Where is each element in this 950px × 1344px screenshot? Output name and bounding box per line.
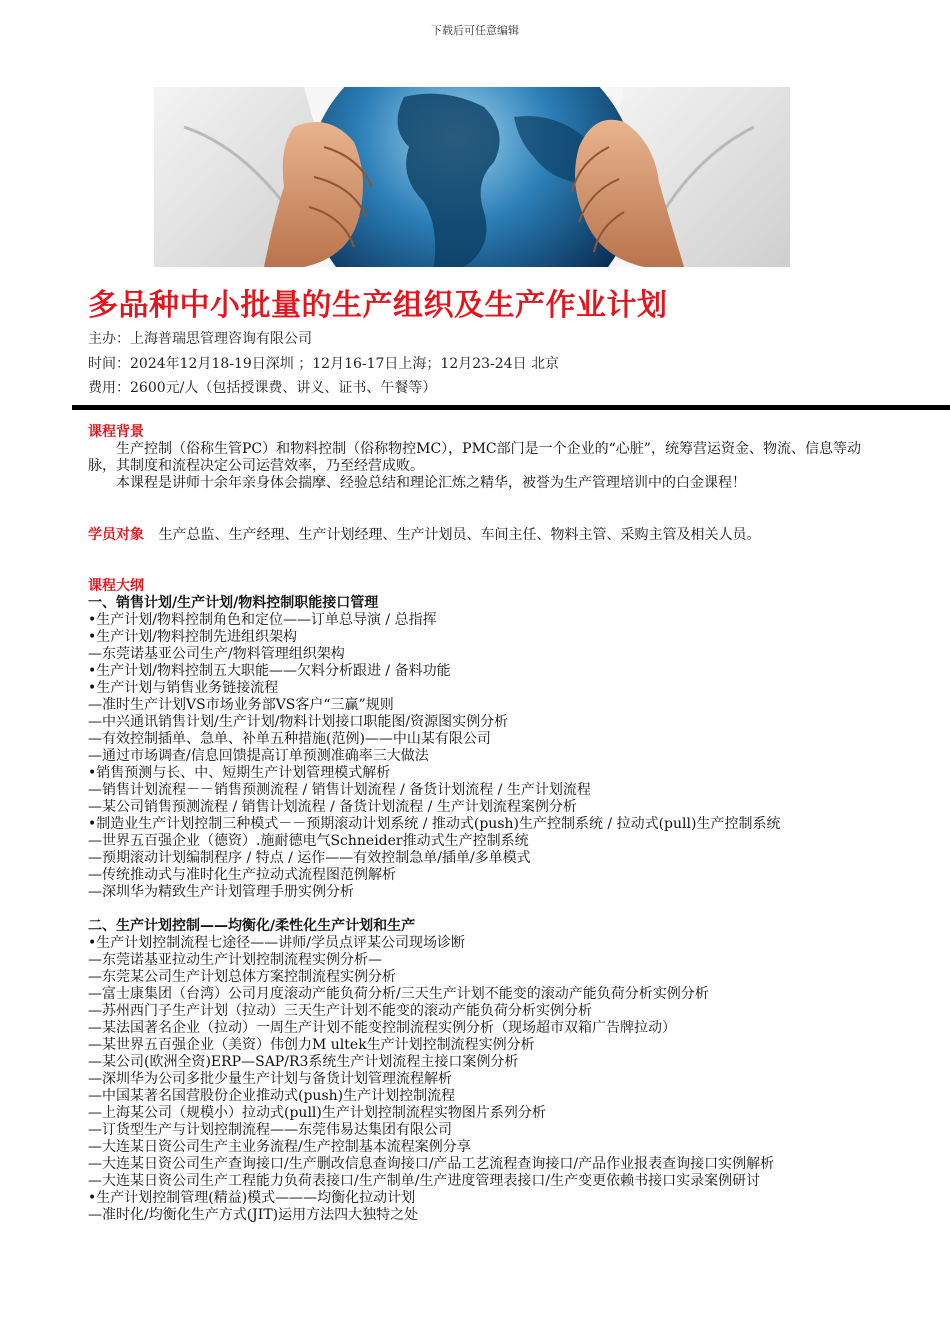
fee-line: 费用：2600元/人（包括授课费、讲义、证书、午餐等） bbox=[88, 380, 437, 396]
page-title: 多品种中小批量的生产组织及生产作业计划 bbox=[88, 288, 668, 323]
outline-section2-list bbox=[88, 935, 883, 1224]
outline-section2-heading: 二、生产计划控制——均衡化/柔性化生产计划和生产 bbox=[88, 918, 416, 934]
background-section bbox=[88, 424, 883, 492]
outline-section bbox=[88, 578, 883, 1224]
list-item: —准时生产计划VS市场业务部VS客户“三赢”规则 bbox=[88, 697, 394, 713]
list-item: —订货型生产与计划控制流程——东莞伟易达集团有限公司 bbox=[88, 1122, 452, 1138]
list-item: —苏州西门子生产计划（拉动）三天生产计划不能变的滚动产能负荷分析实例分析 bbox=[88, 1003, 592, 1019]
list-item: •生产计划/物料控制先进组织架构 bbox=[88, 629, 297, 645]
outline-label: 课程大纲 bbox=[88, 578, 144, 594]
list-item: —中兴通讯销售计划/生产计划/物料计划接口职能图/资源图实例分析 bbox=[88, 714, 509, 730]
list-item: —某世界五百强企业（美资）伟创力M ultek生产计划控制流程实例分析 bbox=[88, 1037, 535, 1053]
list-item: —某公司销售预测流程 / 销售计划流程 / 备货计划流程 / 生产计划流程案例分析 bbox=[88, 799, 577, 815]
list-item: —世界五百强企业（德资）.施耐德电气Schneider推动式生产控制系统 bbox=[88, 833, 529, 849]
list-item: —深圳华为精致生产计划管理手册实例分析 bbox=[88, 884, 354, 900]
list-item: —通过市场调查/信息回馈提高订单预测准确率三大做法 bbox=[88, 748, 429, 764]
time-line: 时间：2024年12月18-19日深圳 ；12月16-17日上海；12月23-24日 北京 bbox=[88, 356, 560, 372]
list-item: —东莞某公司生产计划总体方案控制流程实例分析 bbox=[88, 969, 396, 985]
list-item: —中国某著名国营股份企业推动式(push)生产计划控制流程 bbox=[88, 1088, 456, 1104]
list-item: •销售预测与长、中、短期生产计划管理模式解析 bbox=[88, 765, 391, 781]
list-item: •制造业生产计划控制三种模式－－预期滚动计划系统 / 推动式(push)生产控制系统 / 拉动式(pull)生产控制系统 bbox=[88, 816, 781, 832]
list-item: •生产计划/物料控制五大职能——欠料分析跟进 / 备料功能 bbox=[88, 663, 451, 679]
outline-section1-heading: 一、销售计划/生产计划/物料控制职能接口管理 bbox=[88, 595, 379, 611]
divider-rule bbox=[72, 405, 950, 410]
list-item: •生产计划控制流程七途径——讲师/学员点评某公司现场诊断 bbox=[88, 935, 465, 951]
list-item: —大连某日资公司生产查询接口/生产删改信息查询接口/产品工艺流程查询接口/产品作业报表查询接口实例解析 bbox=[88, 1156, 775, 1172]
list-item: —上海某公司（规模小）拉动式(pull)生产计划控制流程实物图片系列分析 bbox=[88, 1105, 546, 1121]
header-note: 下载后可任意编辑 bbox=[431, 24, 519, 37]
background-label: 课程背景 bbox=[88, 424, 144, 440]
globe-hands-illustration bbox=[154, 87, 790, 267]
audience-section bbox=[88, 527, 883, 544]
list-item: —大连某日资公司生产工程能力负荷表接口/生产制单/生产进度管理表接口/生产变更依赖书接口实录案例研讨 bbox=[88, 1173, 761, 1189]
audience-label: 学员对象 bbox=[88, 527, 144, 543]
list-item: —销售计划流程－－销售预测流程 / 销售计划流程 / 备货计划流程 / 生产计划流程 bbox=[88, 782, 591, 798]
audience-text: 生产总监、生产经理、生产计划经理、生产计划员、车间主任、物料主管、采购主管及相关人员。 bbox=[158, 527, 761, 543]
list-item: —大连某日资公司生产主业务流程/生产控制基本流程案例分享 bbox=[88, 1139, 471, 1155]
list-item: —某法国著名企业（拉动）一周生产计划不能变控制流程实例分析（现场超市双箱广告牌拉动） bbox=[88, 1020, 676, 1036]
list-item: —准时化/均衡化生产方式(JIT)运用方法四大独特之处 bbox=[88, 1207, 419, 1223]
list-item: —深圳华为公司多批少量生产计划与备货计划管理流程解析 bbox=[88, 1071, 452, 1087]
list-item: —预期滚动计划编制程序 / 特点 / 运作——有效控制急单/插单/多单模式 bbox=[88, 850, 531, 866]
background-paragraph-1: 生产控制（俗称生管PC）和物料控制（俗称物控MC），PMC部门是一个企业的“心脏”，统筹营运资金、物流、信息等动脉，其制度和流程决定公司运营效率，乃至经营成败。 bbox=[88, 441, 861, 474]
outline-section1-list bbox=[88, 612, 883, 901]
list-item: —东莞诺基亚公司生产/物料管理组织架构 bbox=[88, 646, 345, 662]
list-item: •生产计划与销售业务链接流程 bbox=[88, 680, 279, 696]
list-item: —某公司(欧洲全资)ERP—SAP/R3系统生产计划流程主接口案例分析 bbox=[88, 1054, 519, 1070]
organizer-line: 主办：上海普瑞思管理咨询有限公司 bbox=[88, 331, 312, 347]
list-item: •生产计划控制管理(精益)模式———均衡化拉动计划 bbox=[88, 1190, 416, 1206]
list-item: —有效控制插单、急单、补单五种措施(范例)——中山某有限公司 bbox=[88, 731, 491, 747]
list-item: •生产计划/物料控制角色和定位——订单总导演 / 总指挥 bbox=[88, 612, 437, 628]
background-paragraph-2: 本课程是讲师十余年亲身体会揣摩、经验总结和理论汇炼之精华，被誉为生产管理培训中的白金课程！ bbox=[116, 475, 746, 491]
list-item: —传统推动式与准时化生产拉动式流程图范例解析 bbox=[88, 867, 396, 883]
list-item: —富士康集团（台湾）公司月度滚动产能负荷分析/三天生产计划不能变的滚动产能负荷分析实例分析 bbox=[88, 986, 709, 1002]
list-item: —东莞诺基亚拉动生产计划控制流程实例分析— bbox=[88, 952, 382, 968]
hero-image-globe-in-hands bbox=[154, 87, 790, 267]
